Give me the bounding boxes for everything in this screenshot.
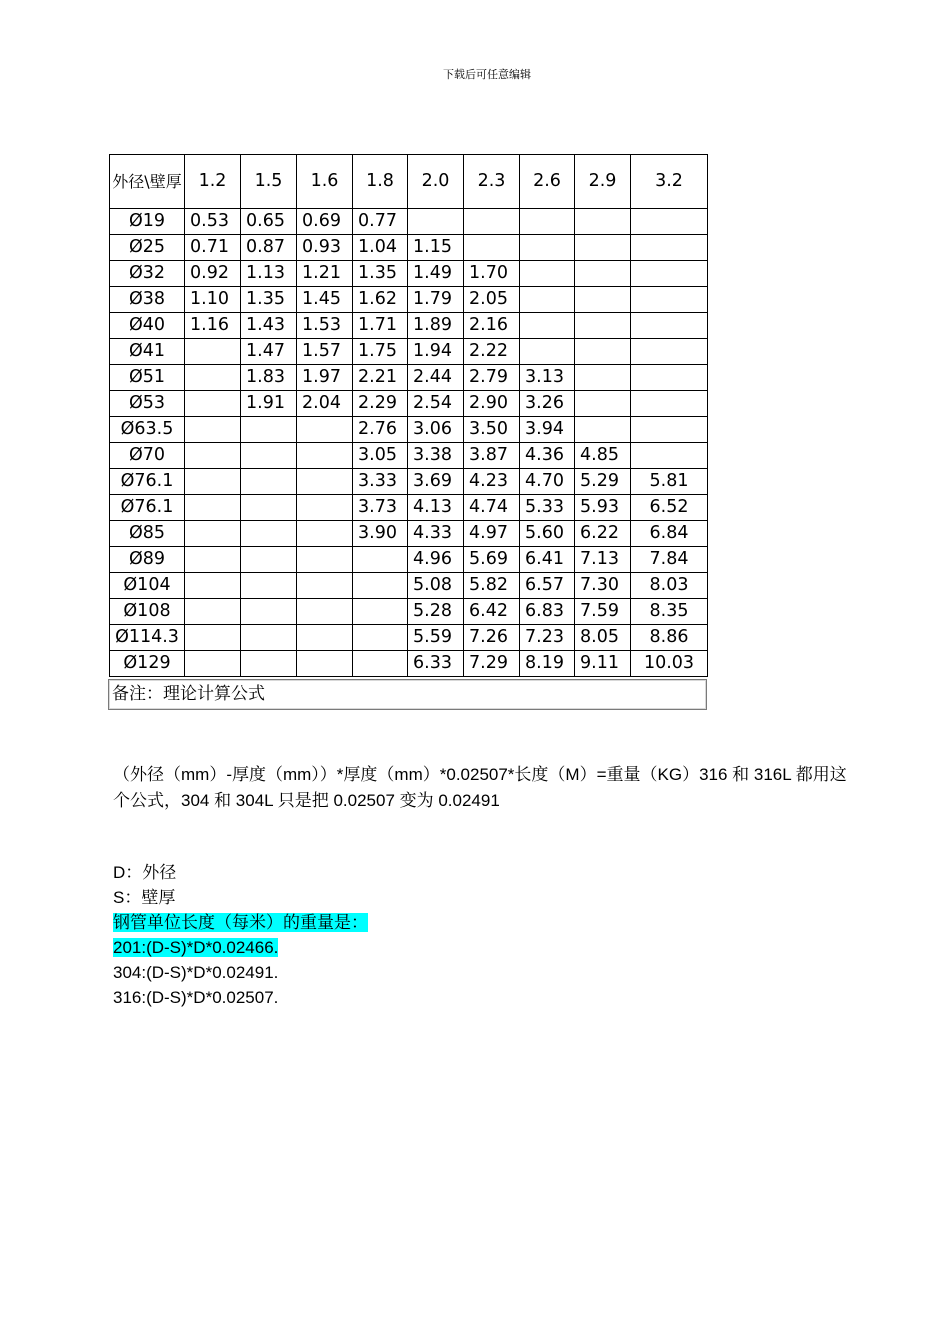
weight-cell: 4.70 xyxy=(520,469,575,495)
weight-cell xyxy=(241,625,297,651)
weight-cell xyxy=(297,417,353,443)
weight-cell: 1.75 xyxy=(353,339,408,365)
weight-cell xyxy=(520,235,575,261)
weight-cell: 1.83 xyxy=(241,365,297,391)
thickness-header: 2.6 xyxy=(520,155,575,209)
weight-cell xyxy=(520,313,575,339)
weight-cell xyxy=(241,443,297,469)
weight-cell: 2.54 xyxy=(408,391,464,417)
weight-cell: 6.84 xyxy=(631,521,708,547)
weight-cell: 5.60 xyxy=(520,521,575,547)
formula-304: 304:(D-S)*D*0.02491. xyxy=(113,963,279,982)
weight-cell xyxy=(297,599,353,625)
weight-cell: 1.70 xyxy=(464,261,520,287)
diameter-cell: Ø76.1 xyxy=(110,495,185,521)
weight-cell: 0.53 xyxy=(185,209,241,235)
weight-cell xyxy=(631,443,708,469)
weight-cell xyxy=(631,287,708,313)
weight-cell: 1.16 xyxy=(185,313,241,339)
weight-cell: 8.19 xyxy=(520,651,575,677)
weight-cell: 3.06 xyxy=(408,417,464,443)
weight-cell: 9.11 xyxy=(575,651,631,677)
weight-cell: 6.42 xyxy=(464,599,520,625)
formula-paragraph: （外径（mm）-厚度（mm））*厚度（mm）*0.02507*长度（M）=重量（KG）316 和 316L 都用这个公式，304 和 304L 只是把 0.02507 变为 0.02491 xyxy=(113,765,847,810)
weight-cell: 7.13 xyxy=(575,547,631,573)
weight-cell xyxy=(520,261,575,287)
weight-cell: 6.22 xyxy=(575,521,631,547)
diameter-cell: Ø19 xyxy=(110,209,185,235)
weight-cell: 4.36 xyxy=(520,443,575,469)
weight-cell: 1.79 xyxy=(408,287,464,313)
formula-201 xyxy=(113,936,278,960)
weight-cell: 3.73 xyxy=(353,495,408,521)
weight-cell: 2.05 xyxy=(464,287,520,313)
weight-cell: 2.16 xyxy=(464,313,520,339)
weight-cell: 7.59 xyxy=(575,599,631,625)
weight-cell: 4.85 xyxy=(575,443,631,469)
table-row xyxy=(110,495,708,521)
weight-cell: 7.29 xyxy=(464,651,520,677)
diameter-cell: Ø85 xyxy=(110,521,185,547)
weight-cell xyxy=(408,209,464,235)
diameter-cell: Ø108 xyxy=(110,599,185,625)
weight-cell xyxy=(297,573,353,599)
table-row xyxy=(110,651,708,677)
diameter-cell: Ø76.1 xyxy=(110,469,185,495)
weight-cell xyxy=(185,391,241,417)
table-row xyxy=(110,443,708,469)
weight-cell: 1.91 xyxy=(241,391,297,417)
weight-cell xyxy=(185,651,241,677)
weight-cell: 3.90 xyxy=(353,521,408,547)
weight-cell: 2.29 xyxy=(353,391,408,417)
weight-cell: 5.08 xyxy=(408,573,464,599)
weight-cell: 2.76 xyxy=(353,417,408,443)
weight-cell xyxy=(631,417,708,443)
diameter-cell: Ø40 xyxy=(110,313,185,339)
weight-cell: 7.26 xyxy=(464,625,520,651)
weight-cell xyxy=(575,287,631,313)
weight-cell: 10.03 xyxy=(631,651,708,677)
weight-cell: 2.44 xyxy=(408,365,464,391)
table-body xyxy=(110,155,708,677)
weight-cell: 6.33 xyxy=(408,651,464,677)
weight-cell xyxy=(575,235,631,261)
weight-cell: 4.97 xyxy=(464,521,520,547)
table-row xyxy=(110,261,708,287)
table-row xyxy=(110,365,708,391)
weight-cell xyxy=(575,391,631,417)
weight-cell xyxy=(575,261,631,287)
weight-cell xyxy=(575,339,631,365)
weight-cell xyxy=(185,417,241,443)
weight-cell xyxy=(297,625,353,651)
weight-cell: 5.93 xyxy=(575,495,631,521)
thickness-header: 3.2 xyxy=(631,155,708,209)
weight-cell: 6.83 xyxy=(520,599,575,625)
weight-cell xyxy=(241,573,297,599)
diameter-cell: Ø32 xyxy=(110,261,185,287)
weight-cell xyxy=(185,547,241,573)
table-row xyxy=(110,313,708,339)
weight-cell: 6.52 xyxy=(631,495,708,521)
weight-cell xyxy=(520,339,575,365)
corner-header: 外径\壁厚 xyxy=(110,155,185,209)
weight-cell: 2.79 xyxy=(464,365,520,391)
thickness-header: 1.2 xyxy=(185,155,241,209)
weight-cell xyxy=(464,209,520,235)
weight-cell xyxy=(185,365,241,391)
weight-cell: 1.04 xyxy=(353,235,408,261)
thickness-header: 2.0 xyxy=(408,155,464,209)
weight-cell: 2.21 xyxy=(353,365,408,391)
weight-cell: 4.33 xyxy=(408,521,464,547)
weight-cell: 1.53 xyxy=(297,313,353,339)
weight-cell xyxy=(241,599,297,625)
weight-cell: 5.59 xyxy=(408,625,464,651)
weight-cell xyxy=(185,469,241,495)
weight-cell: 1.21 xyxy=(297,261,353,287)
thickness-header: 2.3 xyxy=(464,155,520,209)
table-row xyxy=(110,599,708,625)
diameter-cell: Ø25 xyxy=(110,235,185,261)
weight-cell xyxy=(520,209,575,235)
weight-cell xyxy=(631,235,708,261)
thickness-header: 1.6 xyxy=(297,155,353,209)
weight-cell: 0.69 xyxy=(297,209,353,235)
weight-cell: 7.23 xyxy=(520,625,575,651)
weight-cell: 5.28 xyxy=(408,599,464,625)
weight-cell: 1.35 xyxy=(241,287,297,313)
weight-cell: 4.74 xyxy=(464,495,520,521)
weight-cell: 1.13 xyxy=(241,261,297,287)
weight-cell xyxy=(297,469,353,495)
weight-cell: 3.13 xyxy=(520,365,575,391)
table-row xyxy=(110,339,708,365)
diameter-cell: Ø104 xyxy=(110,573,185,599)
diameter-cell: Ø51 xyxy=(110,365,185,391)
weight-cell xyxy=(241,547,297,573)
weight-cell xyxy=(353,651,408,677)
table-row xyxy=(110,573,708,599)
weight-cell: 3.33 xyxy=(353,469,408,495)
weight-cell: 1.89 xyxy=(408,313,464,339)
diameter-cell: Ø129 xyxy=(110,651,185,677)
weight-cell xyxy=(185,573,241,599)
weight-cell xyxy=(464,235,520,261)
weight-cell: 7.30 xyxy=(575,573,631,599)
weight-cell: 1.35 xyxy=(353,261,408,287)
weight-cell: 3.05 xyxy=(353,443,408,469)
weight-cell: 5.81 xyxy=(631,469,708,495)
weight-cell xyxy=(185,443,241,469)
weight-cell: 1.43 xyxy=(241,313,297,339)
weight-cell xyxy=(241,469,297,495)
weight-cell: 1.49 xyxy=(408,261,464,287)
weight-cell xyxy=(520,287,575,313)
weight-cell: 3.50 xyxy=(464,417,520,443)
thickness-header: 2.9 xyxy=(575,155,631,209)
weight-cell: 7.84 xyxy=(631,547,708,573)
weight-cell xyxy=(631,313,708,339)
weight-cell xyxy=(631,339,708,365)
diameter-cell: Ø41 xyxy=(110,339,185,365)
weight-cell: 1.10 xyxy=(185,287,241,313)
weight-cell: 4.23 xyxy=(464,469,520,495)
weight-cell xyxy=(185,495,241,521)
weight-cell: 0.92 xyxy=(185,261,241,287)
weight-cell: 1.15 xyxy=(408,235,464,261)
weight-cell xyxy=(297,495,353,521)
weight-cell xyxy=(297,443,353,469)
weight-cell xyxy=(185,339,241,365)
weight-cell: 3.87 xyxy=(464,443,520,469)
weight-cell: 6.41 xyxy=(520,547,575,573)
table-row xyxy=(110,209,708,235)
weight-cell: 0.93 xyxy=(297,235,353,261)
formula-201-text: 201:(D-S)*D*0.02466. xyxy=(113,938,279,957)
weight-cell: 1.62 xyxy=(353,287,408,313)
weight-cell: 0.65 xyxy=(241,209,297,235)
page-header: 下载后可任意编辑 xyxy=(443,68,531,81)
weight-cell: 0.77 xyxy=(353,209,408,235)
diameter-cell: Ø89 xyxy=(110,547,185,573)
weight-cell: 1.94 xyxy=(408,339,464,365)
weight-cell: 8.86 xyxy=(631,625,708,651)
weight-cell: 5.29 xyxy=(575,469,631,495)
diameter-cell: Ø114.3 xyxy=(110,625,185,651)
weight-cell xyxy=(241,521,297,547)
weight-cell xyxy=(241,417,297,443)
weight-cell xyxy=(297,521,353,547)
definition-s: S：壁厚 xyxy=(113,888,176,907)
table-row xyxy=(110,469,708,495)
table-row xyxy=(110,391,708,417)
weight-cell: 6.57 xyxy=(520,573,575,599)
weight-cell: 2.04 xyxy=(297,391,353,417)
weight-cell xyxy=(353,573,408,599)
weight-cell xyxy=(297,651,353,677)
weight-cell: 8.05 xyxy=(575,625,631,651)
diameter-cell: Ø38 xyxy=(110,287,185,313)
weight-cell: 4.13 xyxy=(408,495,464,521)
diameter-cell: Ø63.5 xyxy=(110,417,185,443)
weight-cell xyxy=(631,261,708,287)
weight-cell: 3.94 xyxy=(520,417,575,443)
weight-cell: 8.03 xyxy=(631,573,708,599)
weight-cell xyxy=(631,391,708,417)
weight-cell: 1.97 xyxy=(297,365,353,391)
thickness-header: 1.8 xyxy=(353,155,408,209)
thickness-header: 1.5 xyxy=(241,155,297,209)
weight-cell: 0.87 xyxy=(241,235,297,261)
weight-cell: 3.38 xyxy=(408,443,464,469)
weight-title-text: 钢管单位长度（每米）的重量是： xyxy=(113,913,368,932)
table-row xyxy=(110,417,708,443)
weight-cell: 1.45 xyxy=(297,287,353,313)
weight-cell: 3.69 xyxy=(408,469,464,495)
table-header-row xyxy=(110,155,708,209)
weight-cell: 5.33 xyxy=(520,495,575,521)
weight-cell xyxy=(575,313,631,339)
weight-cell xyxy=(353,625,408,651)
weight-cell xyxy=(575,417,631,443)
table-row xyxy=(110,521,708,547)
weight-cell: 5.69 xyxy=(464,547,520,573)
weight-cell xyxy=(353,599,408,625)
weight-cell xyxy=(185,521,241,547)
weight-cell: 8.35 xyxy=(631,599,708,625)
weight-cell xyxy=(241,651,297,677)
weight-cell xyxy=(575,209,631,235)
weight-cell xyxy=(575,365,631,391)
weight-cell: 2.22 xyxy=(464,339,520,365)
weight-cell xyxy=(297,547,353,573)
weight-cell: 2.90 xyxy=(464,391,520,417)
weight-cell: 1.47 xyxy=(241,339,297,365)
weight-cell xyxy=(631,209,708,235)
weight-cell: 5.82 xyxy=(464,573,520,599)
weight-cell: 1.71 xyxy=(353,313,408,339)
table-note: 备注：理论计算公式 xyxy=(108,679,707,710)
weight-cell xyxy=(185,599,241,625)
weight-cell: 4.96 xyxy=(408,547,464,573)
weight-title xyxy=(113,911,368,935)
table-row xyxy=(110,625,708,651)
table-row xyxy=(110,547,708,573)
weight-cell xyxy=(185,625,241,651)
definition-d: D：外径 xyxy=(113,863,177,882)
weight-cell: 3.26 xyxy=(520,391,575,417)
diameter-cell: Ø53 xyxy=(110,391,185,417)
weight-cell xyxy=(631,365,708,391)
formula-316: 316:(D-S)*D*0.02507. xyxy=(113,988,279,1007)
weight-cell xyxy=(241,495,297,521)
weight-cell: 0.71 xyxy=(185,235,241,261)
weight-table xyxy=(109,154,708,677)
table-row xyxy=(110,235,708,261)
table-row xyxy=(110,287,708,313)
weight-cell: 1.57 xyxy=(297,339,353,365)
weight-cell xyxy=(353,547,408,573)
diameter-cell: Ø70 xyxy=(110,443,185,469)
